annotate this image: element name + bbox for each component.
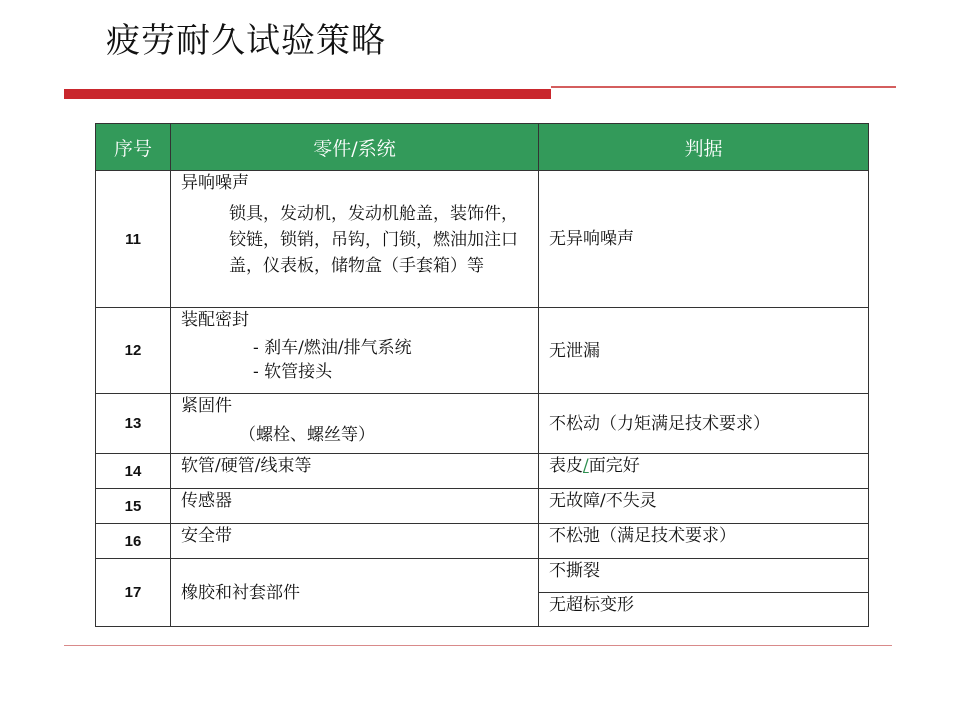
criterion-text-b: 面完好 — [588, 456, 640, 476]
title-underline-thick — [64, 89, 551, 99]
row-number: 14 — [96, 454, 171, 489]
part-cell — [171, 308, 539, 394]
criterion-cell: 无异响噪声 — [539, 171, 869, 308]
criterion-cell: 不松弛（满足技术要求） — [539, 524, 869, 559]
part-cell — [171, 394, 539, 454]
criterion-cell: 不松动（力矩满足技术要求） — [539, 394, 869, 454]
part-detail: （螺栓、螺丝等） — [239, 425, 375, 445]
part-detail: 锁具，发动机，发动机舱盖，装饰件，铰链，锁销，吊钩，门锁，燃油加注口盖，仪表板，储物盒（手套箱）等 — [229, 204, 518, 276]
part-detail-line: - 软管接头 — [253, 362, 333, 382]
part-name: 装配密封 — [181, 310, 249, 330]
criterion-cell: 无故障/不失灵 — [539, 489, 869, 524]
criterion-cell — [539, 454, 869, 489]
row-number: 16 — [96, 524, 171, 559]
criterion-slash: / — [583, 456, 589, 476]
table-row — [96, 524, 869, 559]
criterion-cell: 无泄漏 — [539, 308, 869, 394]
row-number: 13 — [96, 394, 171, 454]
part-cell: 软管/硬管/线束等 — [171, 454, 539, 489]
part-cell — [171, 171, 539, 308]
part-detail-line: - 刹车/燃油/排气系统 — [253, 338, 412, 358]
strategy-table — [95, 123, 869, 627]
row-number: 15 — [96, 489, 171, 524]
header-number: 序号 — [96, 124, 171, 171]
title-underline-thin — [551, 86, 896, 88]
table-row — [96, 489, 869, 524]
part-cell: 传感器 — [171, 489, 539, 524]
row-number: 12 — [96, 308, 171, 394]
part-name: 紧固件 — [181, 396, 232, 416]
table-row — [96, 171, 869, 308]
table-row — [96, 394, 869, 454]
table-row — [96, 559, 869, 593]
table-header-row — [96, 124, 869, 171]
part-name: 异响噪声 — [181, 173, 249, 193]
footer-divider — [64, 645, 892, 646]
criterion-cell: 不撕裂 — [539, 559, 869, 593]
header-part: 零件/系统 — [171, 124, 539, 171]
table-row — [96, 454, 869, 489]
criterion-text-a: 表皮 — [549, 456, 583, 476]
part-cell: 橡胶和衬套部件 — [171, 559, 539, 627]
row-number: 17 — [96, 559, 171, 627]
part-cell: 安全带 — [171, 524, 539, 559]
page-title: 疲劳耐久试验策略 — [106, 21, 386, 61]
criterion-cell: 无超标变形 — [539, 593, 869, 627]
header-criterion: 判据 — [539, 124, 869, 171]
table-row — [96, 308, 869, 394]
row-number: 11 — [96, 171, 171, 308]
